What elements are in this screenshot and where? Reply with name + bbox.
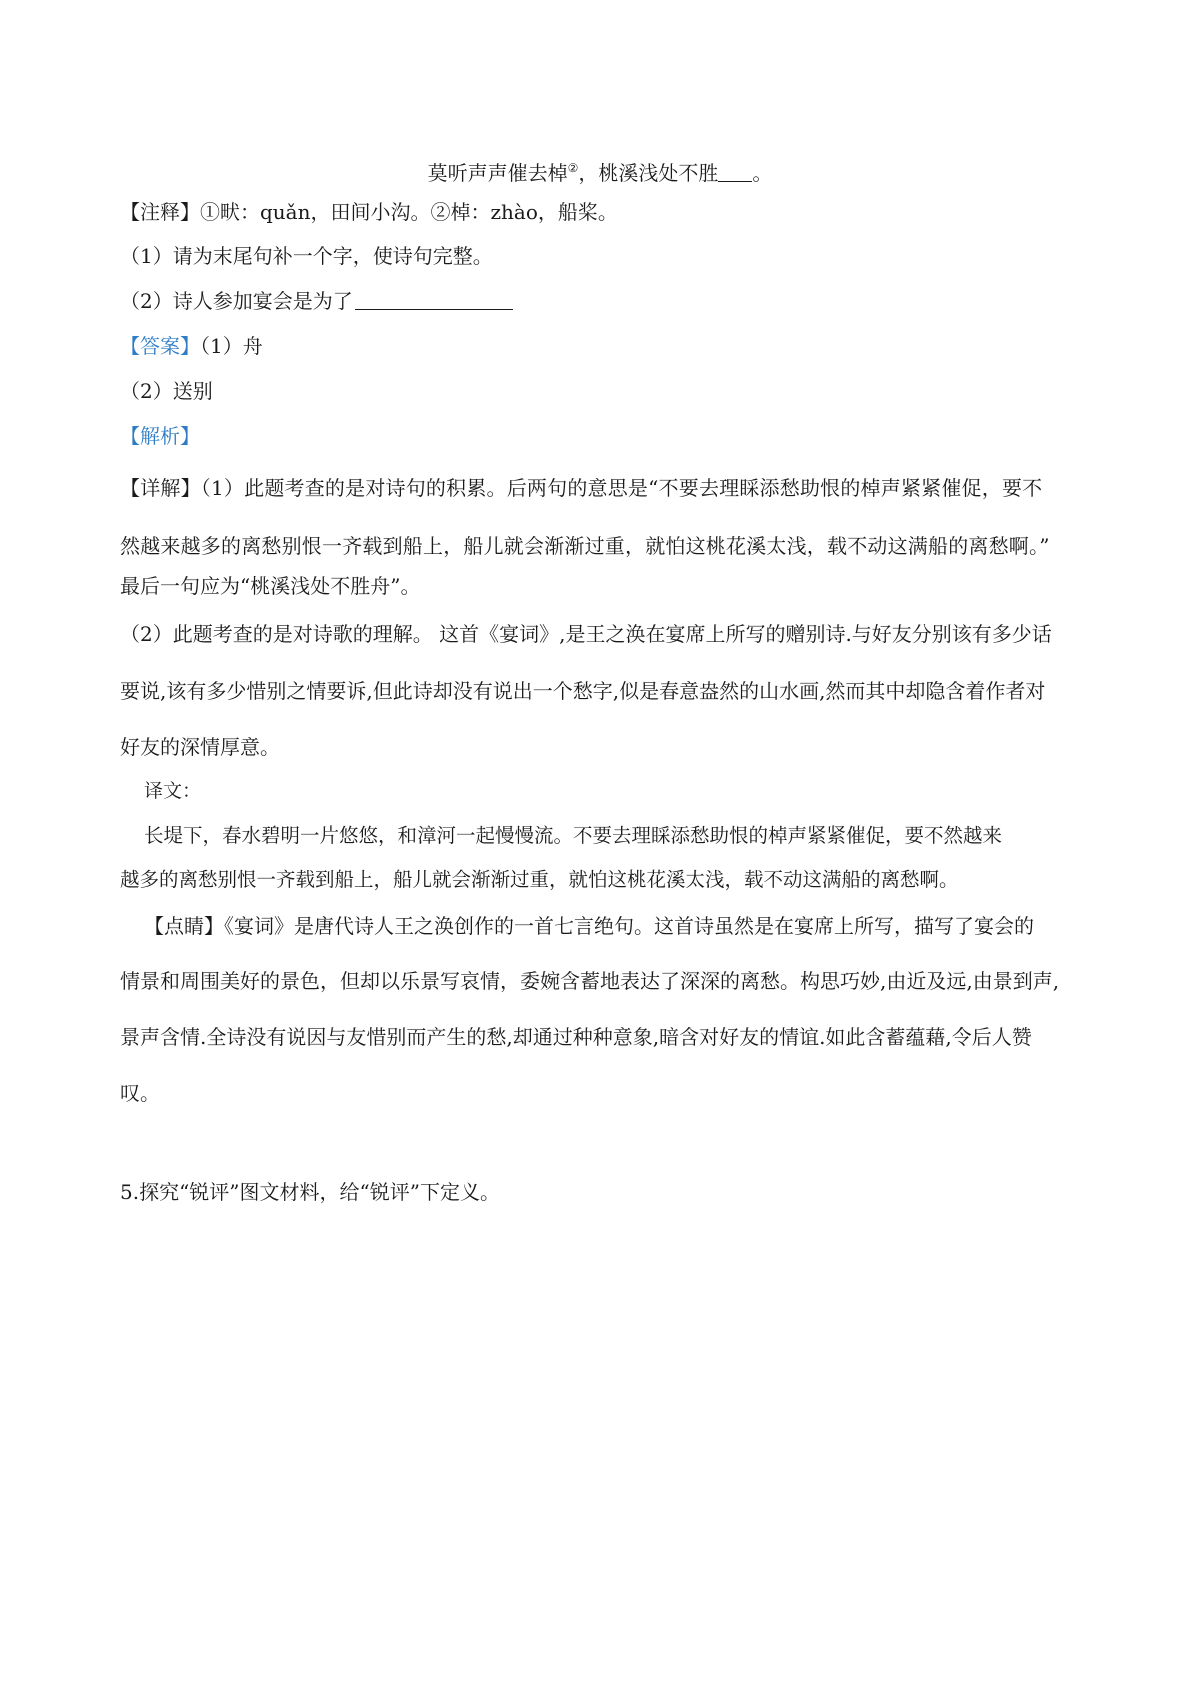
poem-text-part1: 莫听声声催去棹: [427, 161, 568, 185]
question-5: 5.探究“锐评”图文材料，给“锐评”下定义。: [120, 1180, 500, 1204]
dianjing-line-2: 情景和周围美好的景色，但却以乐景写哀情，委婉含蓄地表达了深深的离愁。构思巧妙,由近及远,由景到声,: [120, 969, 1060, 993]
dianjing-line-4: 叹。: [120, 1081, 160, 1105]
poem-blank: [718, 161, 752, 182]
answer-1: （1）舟: [200, 334, 263, 358]
analysis-label: 【解析】: [120, 424, 200, 448]
poem-line: [0, 154, 1200, 187]
answer-1-line: [120, 332, 263, 360]
translation-label: 译文：: [144, 780, 202, 802]
question-2: [120, 287, 513, 315]
detail-line-2: 然越来越多的离愁别恨一齐载到船上，船儿就会渐渐过重，就怕这桃花溪太浅，载不动这满船的离愁啊。”: [120, 534, 1050, 558]
question-1: （1）请为末尾句补一个字，使诗句完整。: [120, 244, 493, 268]
answer-2-line: （2）送别: [120, 379, 213, 403]
detail-line-6: 好友的深情厚意。: [120, 735, 280, 759]
poem-text-end: 。: [752, 161, 773, 185]
footnote-marker: ②: [567, 161, 579, 175]
answer-blank: [355, 289, 513, 310]
question-2-text: （2）诗人参加宴会是为了: [120, 289, 353, 313]
answer-label: 【答案】: [120, 334, 200, 358]
detail-line-3: 最后一句应为“桃溪浅处不胜舟”。: [120, 574, 421, 598]
dianjing-line-1: 【点睛】《宴词》是唐代诗人王之涣创作的一首七言绝句。这首诗虽然是在宴席上所写，描写了宴会的: [144, 914, 1034, 938]
detail-line-1: 【详解】（1）此题考查的是对诗句的积累。后两句的意思是“不要去理睬添愁助恨的棹声紧紧催促，要不: [120, 476, 1043, 500]
detail-line-5: 要说,该有多少惜别之情要诉,但此诗却没有说出一个愁字,似是春意盎然的山水画,然而其中却隐含着作者对: [120, 679, 1046, 703]
dianjing-line-3: 景声含情.全诗没有说因与友惜别而产生的愁,却通过种种意象,暗含对好友的情谊.如此含蓄蕴藉,令后人赞: [120, 1025, 1032, 1049]
note-line: 【注释】①畎：quǎn，田间小沟。②棹：zhào，船桨。: [120, 200, 618, 224]
detail-line-4: （2）此题考查的是对诗歌的理解。 这首《宴词》,是王之涣在宴席上所写的赠别诗.与好友分别该有多少话: [120, 622, 1052, 646]
poem-text-part2: ，桃溪浅处不胜: [578, 161, 719, 185]
translation-line-1: 长堤下，春水碧明一片悠悠，和漳河一起慢慢流。不要去理睬添愁助恨的棹声紧紧催促，要不然越来: [144, 824, 1003, 847]
translation-line-2: 越多的离愁别恨一齐载到船上，船儿就会渐渐过重，就怕这桃花溪太浅，载不动这满船的离愁啊。: [120, 868, 959, 891]
